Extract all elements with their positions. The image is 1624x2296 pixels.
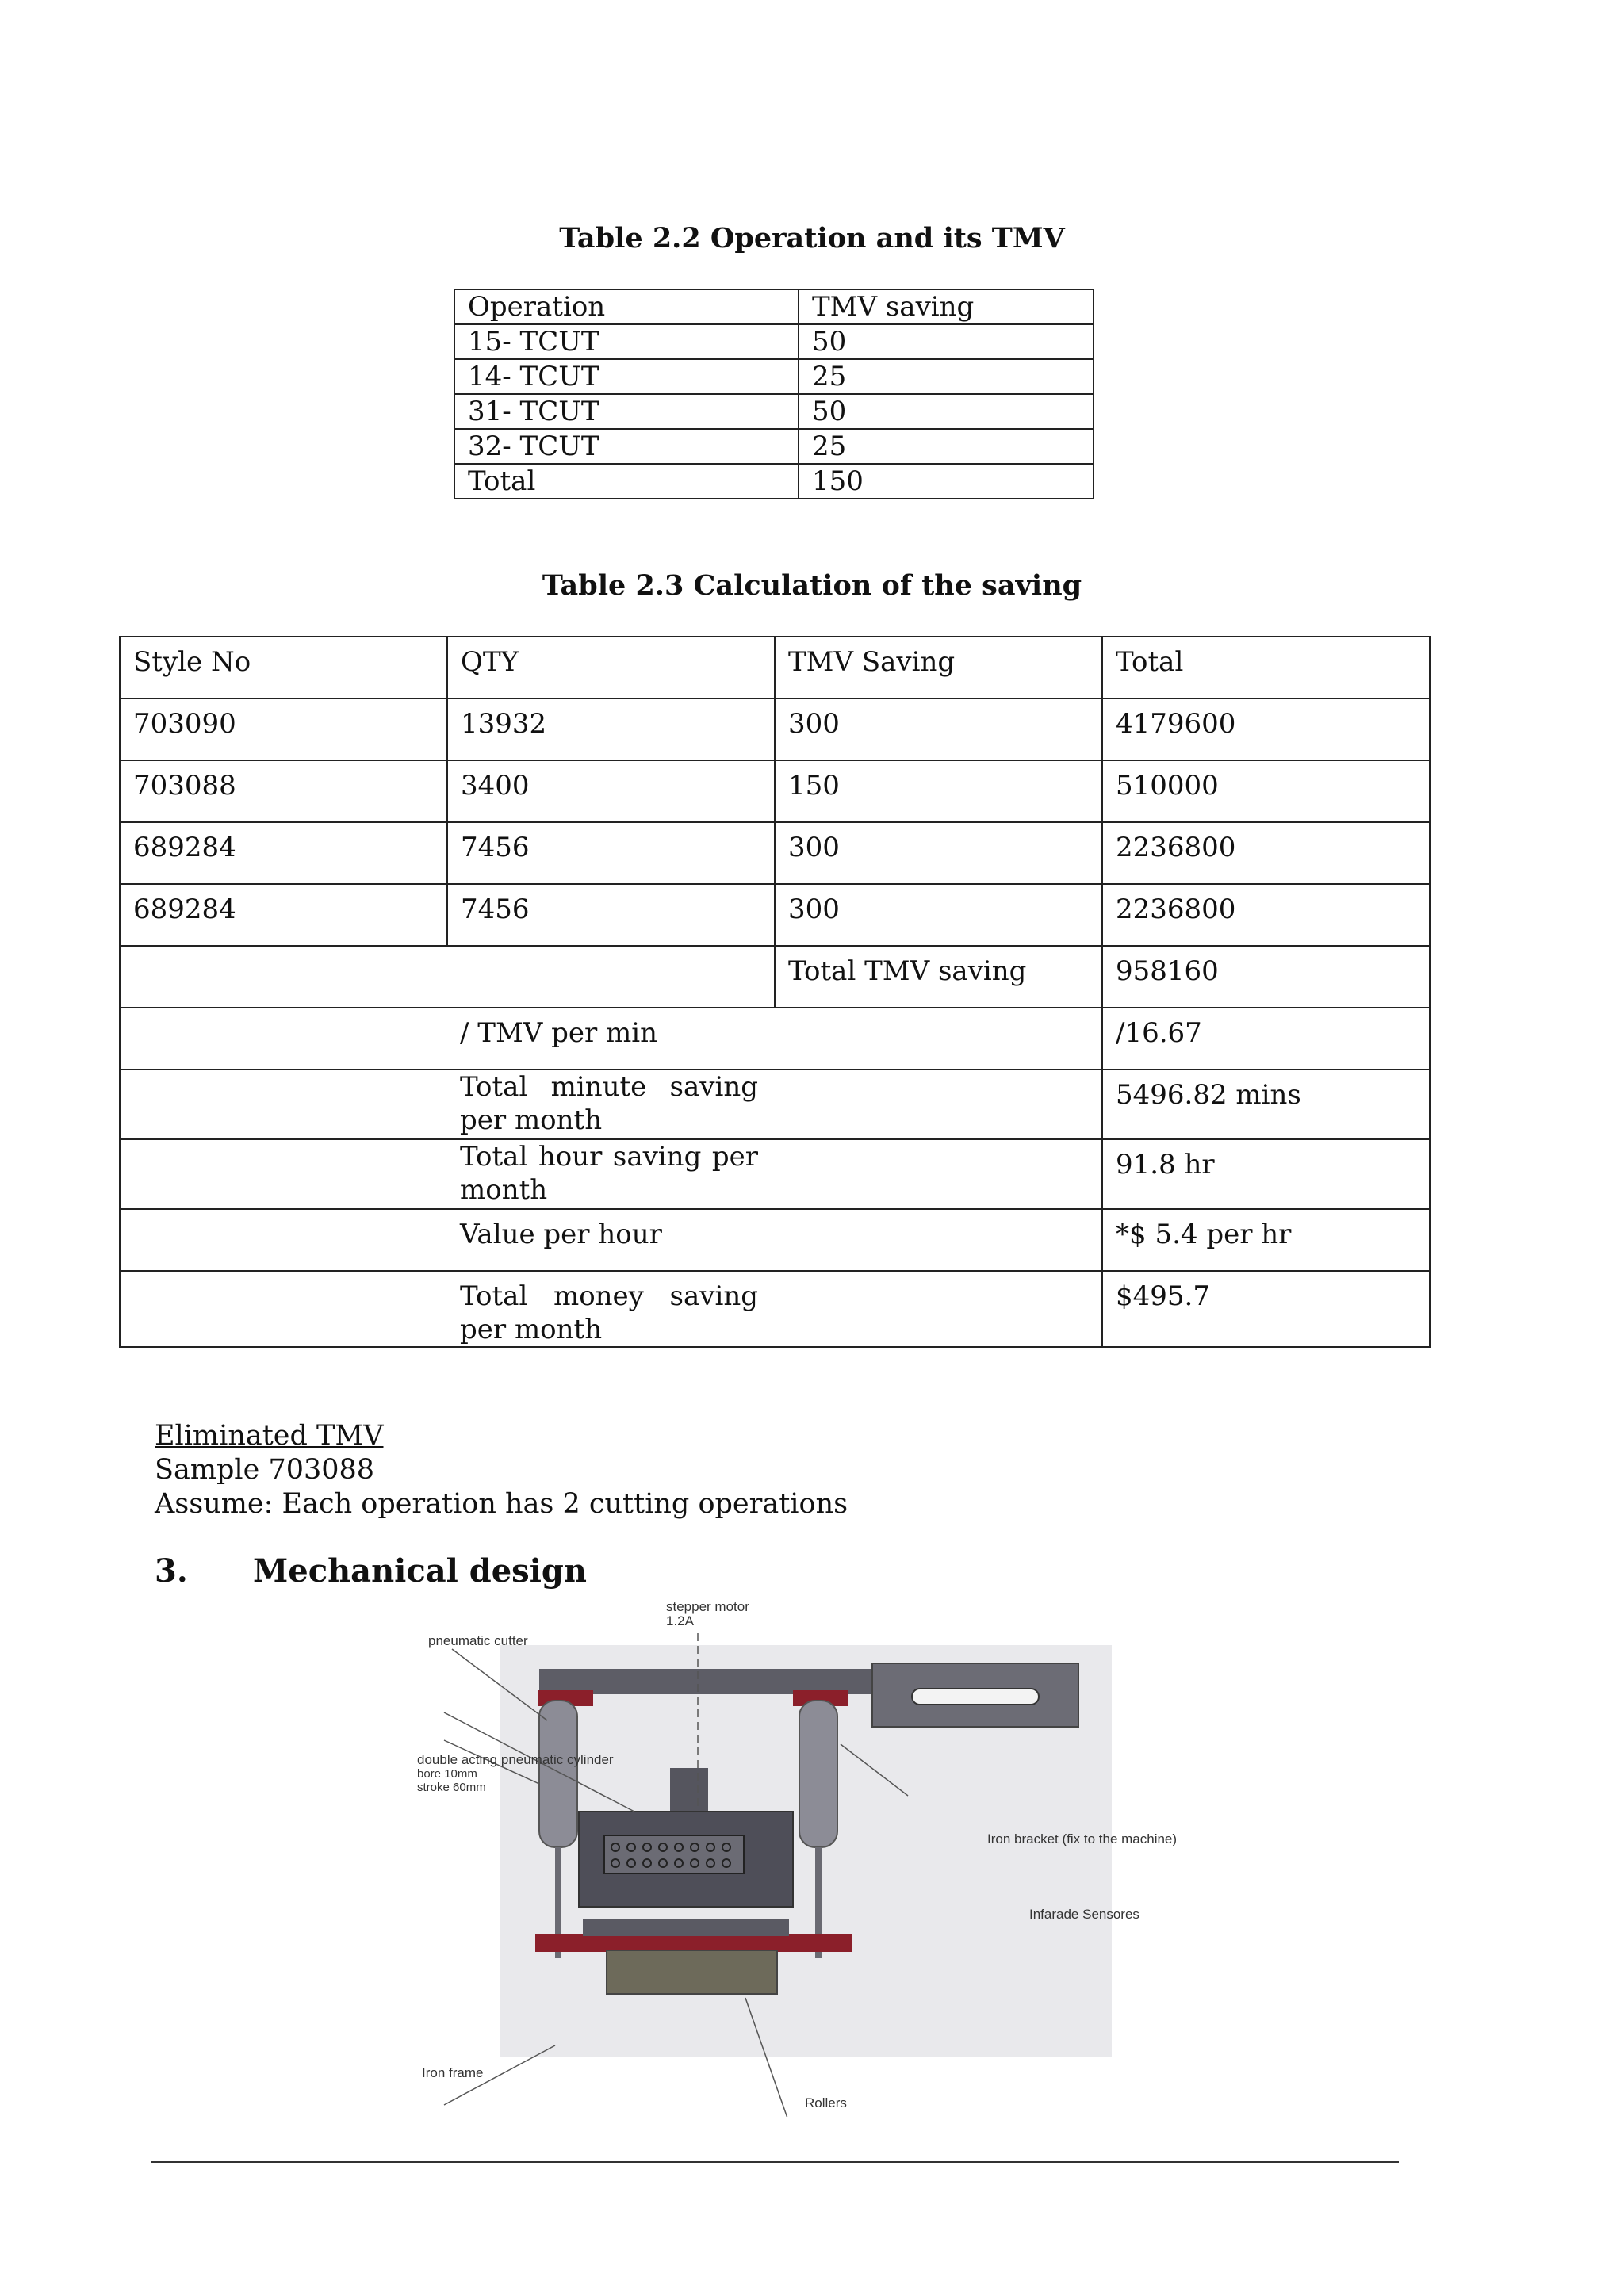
table-cell: 150: [799, 464, 1094, 499]
table-2-2-caption: Table 2.2 Operation and its TMV: [559, 222, 1065, 254]
table-row: [454, 359, 1094, 394]
sample-text: Sample 703088: [155, 1454, 375, 1486]
table-cell: 300: [775, 822, 1102, 884]
table-cell: 14- TCUT: [454, 359, 799, 394]
table-cell: 150: [775, 760, 1102, 822]
label-infrared-sensors: Infarade Sensores: [1029, 1907, 1139, 1922]
table-cell: Total: [454, 464, 799, 499]
table-cell: 31- TCUT: [454, 394, 799, 429]
summary-value: 5496.82 mins: [1102, 1070, 1430, 1139]
section-heading: [155, 1552, 587, 1590]
eliminated-tmv-heading: Eliminated TMV: [155, 1420, 384, 1452]
summary-row-money-saving: [120, 1271, 1430, 1347]
table-cell: 7456: [447, 884, 775, 946]
table-cell: 2236800: [1102, 822, 1430, 884]
label-iron-bracket: Iron bracket (fix to the machine): [987, 1831, 1178, 1846]
table-cell: [120, 1139, 447, 1209]
label-iron-frame: Iron frame: [422, 2065, 484, 2080]
summary-row-total-tmv: [120, 946, 1430, 1008]
table-total-row: [454, 464, 1094, 499]
summary-label-cell: [447, 1070, 1102, 1139]
table-row: [120, 822, 1430, 884]
table-row: [120, 698, 1430, 760]
summary-label: / TMV per min: [447, 1008, 1102, 1070]
operation-tmv-table: [454, 289, 1094, 499]
table-cell: [120, 1271, 447, 1347]
label-stepper-current: 1.2A: [666, 1613, 694, 1628]
saving-calculation-table: [119, 636, 1431, 1348]
table-cell: 3400: [447, 760, 775, 822]
summary-label: Total minute saving per month: [460, 1071, 758, 1136]
section-title: Mechanical design: [253, 1552, 587, 1590]
table-cell: 2236800: [1102, 884, 1430, 946]
header-cell: QTY: [447, 637, 775, 698]
table-header-row: [120, 637, 1430, 698]
lower-frame-bar: [583, 1919, 789, 1936]
table-cell: 689284: [120, 884, 447, 946]
summary-value: 958160: [1102, 946, 1430, 1008]
sensor-array: [604, 1835, 744, 1873]
table-cell: 25: [799, 359, 1094, 394]
summary-value: /16.67: [1102, 1008, 1430, 1070]
table-cell: 50: [799, 394, 1094, 429]
summary-label: Value per hour: [447, 1209, 1102, 1271]
summary-label: Total TMV saving: [775, 946, 1102, 1008]
table-cell: [120, 1070, 447, 1139]
footer-rule: [151, 2161, 1399, 2163]
table-cell: 689284: [120, 822, 447, 884]
summary-row-hour-saving: [120, 1139, 1430, 1209]
label-cylinder-stroke: stroke 60mm: [417, 1781, 486, 1794]
mechanical-design-figure: [396, 1601, 1253, 2117]
summary-row-minute-saving: [120, 1070, 1430, 1139]
label-pneumatic-cutter: pneumatic cutter: [428, 1633, 528, 1648]
bracket-slot: [912, 1689, 1039, 1705]
section-number: 3.: [155, 1552, 188, 1590]
label-stepper-motor: stepper motor: [666, 1601, 749, 1614]
table-row: [120, 760, 1430, 822]
table-cell: 703090: [120, 698, 447, 760]
table-cell: 7456: [447, 822, 775, 884]
table-row: [120, 884, 1430, 946]
motor-mount: [670, 1768, 708, 1816]
summary-label-cell: [447, 1271, 1102, 1347]
rollers: [607, 1950, 777, 1994]
summary-row-tmv-per-min: [120, 1008, 1430, 1070]
label-cylinder: double acting pneumatic cylinder: [417, 1752, 614, 1767]
header-cell: Style No: [120, 637, 447, 698]
table-cell: 300: [775, 698, 1102, 760]
summary-value: $495.7: [1102, 1271, 1430, 1347]
label-cylinder-bore: bore 10mm: [417, 1767, 477, 1781]
header-cell: TMV Saving: [775, 637, 1102, 698]
summary-label: Total hour saving per month: [460, 1141, 758, 1206]
assumption-text: Assume: Each operation has 2 cutting operations: [155, 1488, 848, 1520]
table-cell: 300: [775, 884, 1102, 946]
table-cell: 510000: [1102, 760, 1430, 822]
table-cell: 13932: [447, 698, 775, 760]
table-cell: 32- TCUT: [454, 429, 799, 464]
table-cell: 703088: [120, 760, 447, 822]
table-cell: 15- TCUT: [454, 324, 799, 359]
summary-value: *$ 5.4 per hr: [1102, 1209, 1430, 1271]
table-row: [454, 429, 1094, 464]
iron-frame-red: [535, 1934, 852, 1952]
table-cell: [120, 946, 775, 1008]
table-cell: 25: [799, 429, 1094, 464]
table-row: [454, 394, 1094, 429]
summary-row-value-per-hour: [120, 1209, 1430, 1271]
table-cell: [120, 1209, 447, 1271]
summary-label: Total money saving per month: [460, 1280, 758, 1345]
table-header-row: [454, 289, 1094, 324]
summary-label-cell: [447, 1139, 1102, 1209]
table-cell: [120, 1008, 447, 1070]
pneumatic-cylinder-right: [799, 1701, 837, 1847]
header-cell: TMV saving: [799, 289, 1094, 324]
table-cell: 50: [799, 324, 1094, 359]
pneumatic-cylinder-left: [539, 1701, 577, 1847]
table-cell: 4179600: [1102, 698, 1430, 760]
table-row: [454, 324, 1094, 359]
label-rollers: Rollers: [805, 2095, 847, 2110]
table-2-3-caption: Table 2.3 Calculation of the saving: [542, 569, 1082, 602]
header-cell: Total: [1102, 637, 1430, 698]
header-cell: Operation: [454, 289, 799, 324]
summary-value: 91.8 hr: [1102, 1139, 1430, 1209]
